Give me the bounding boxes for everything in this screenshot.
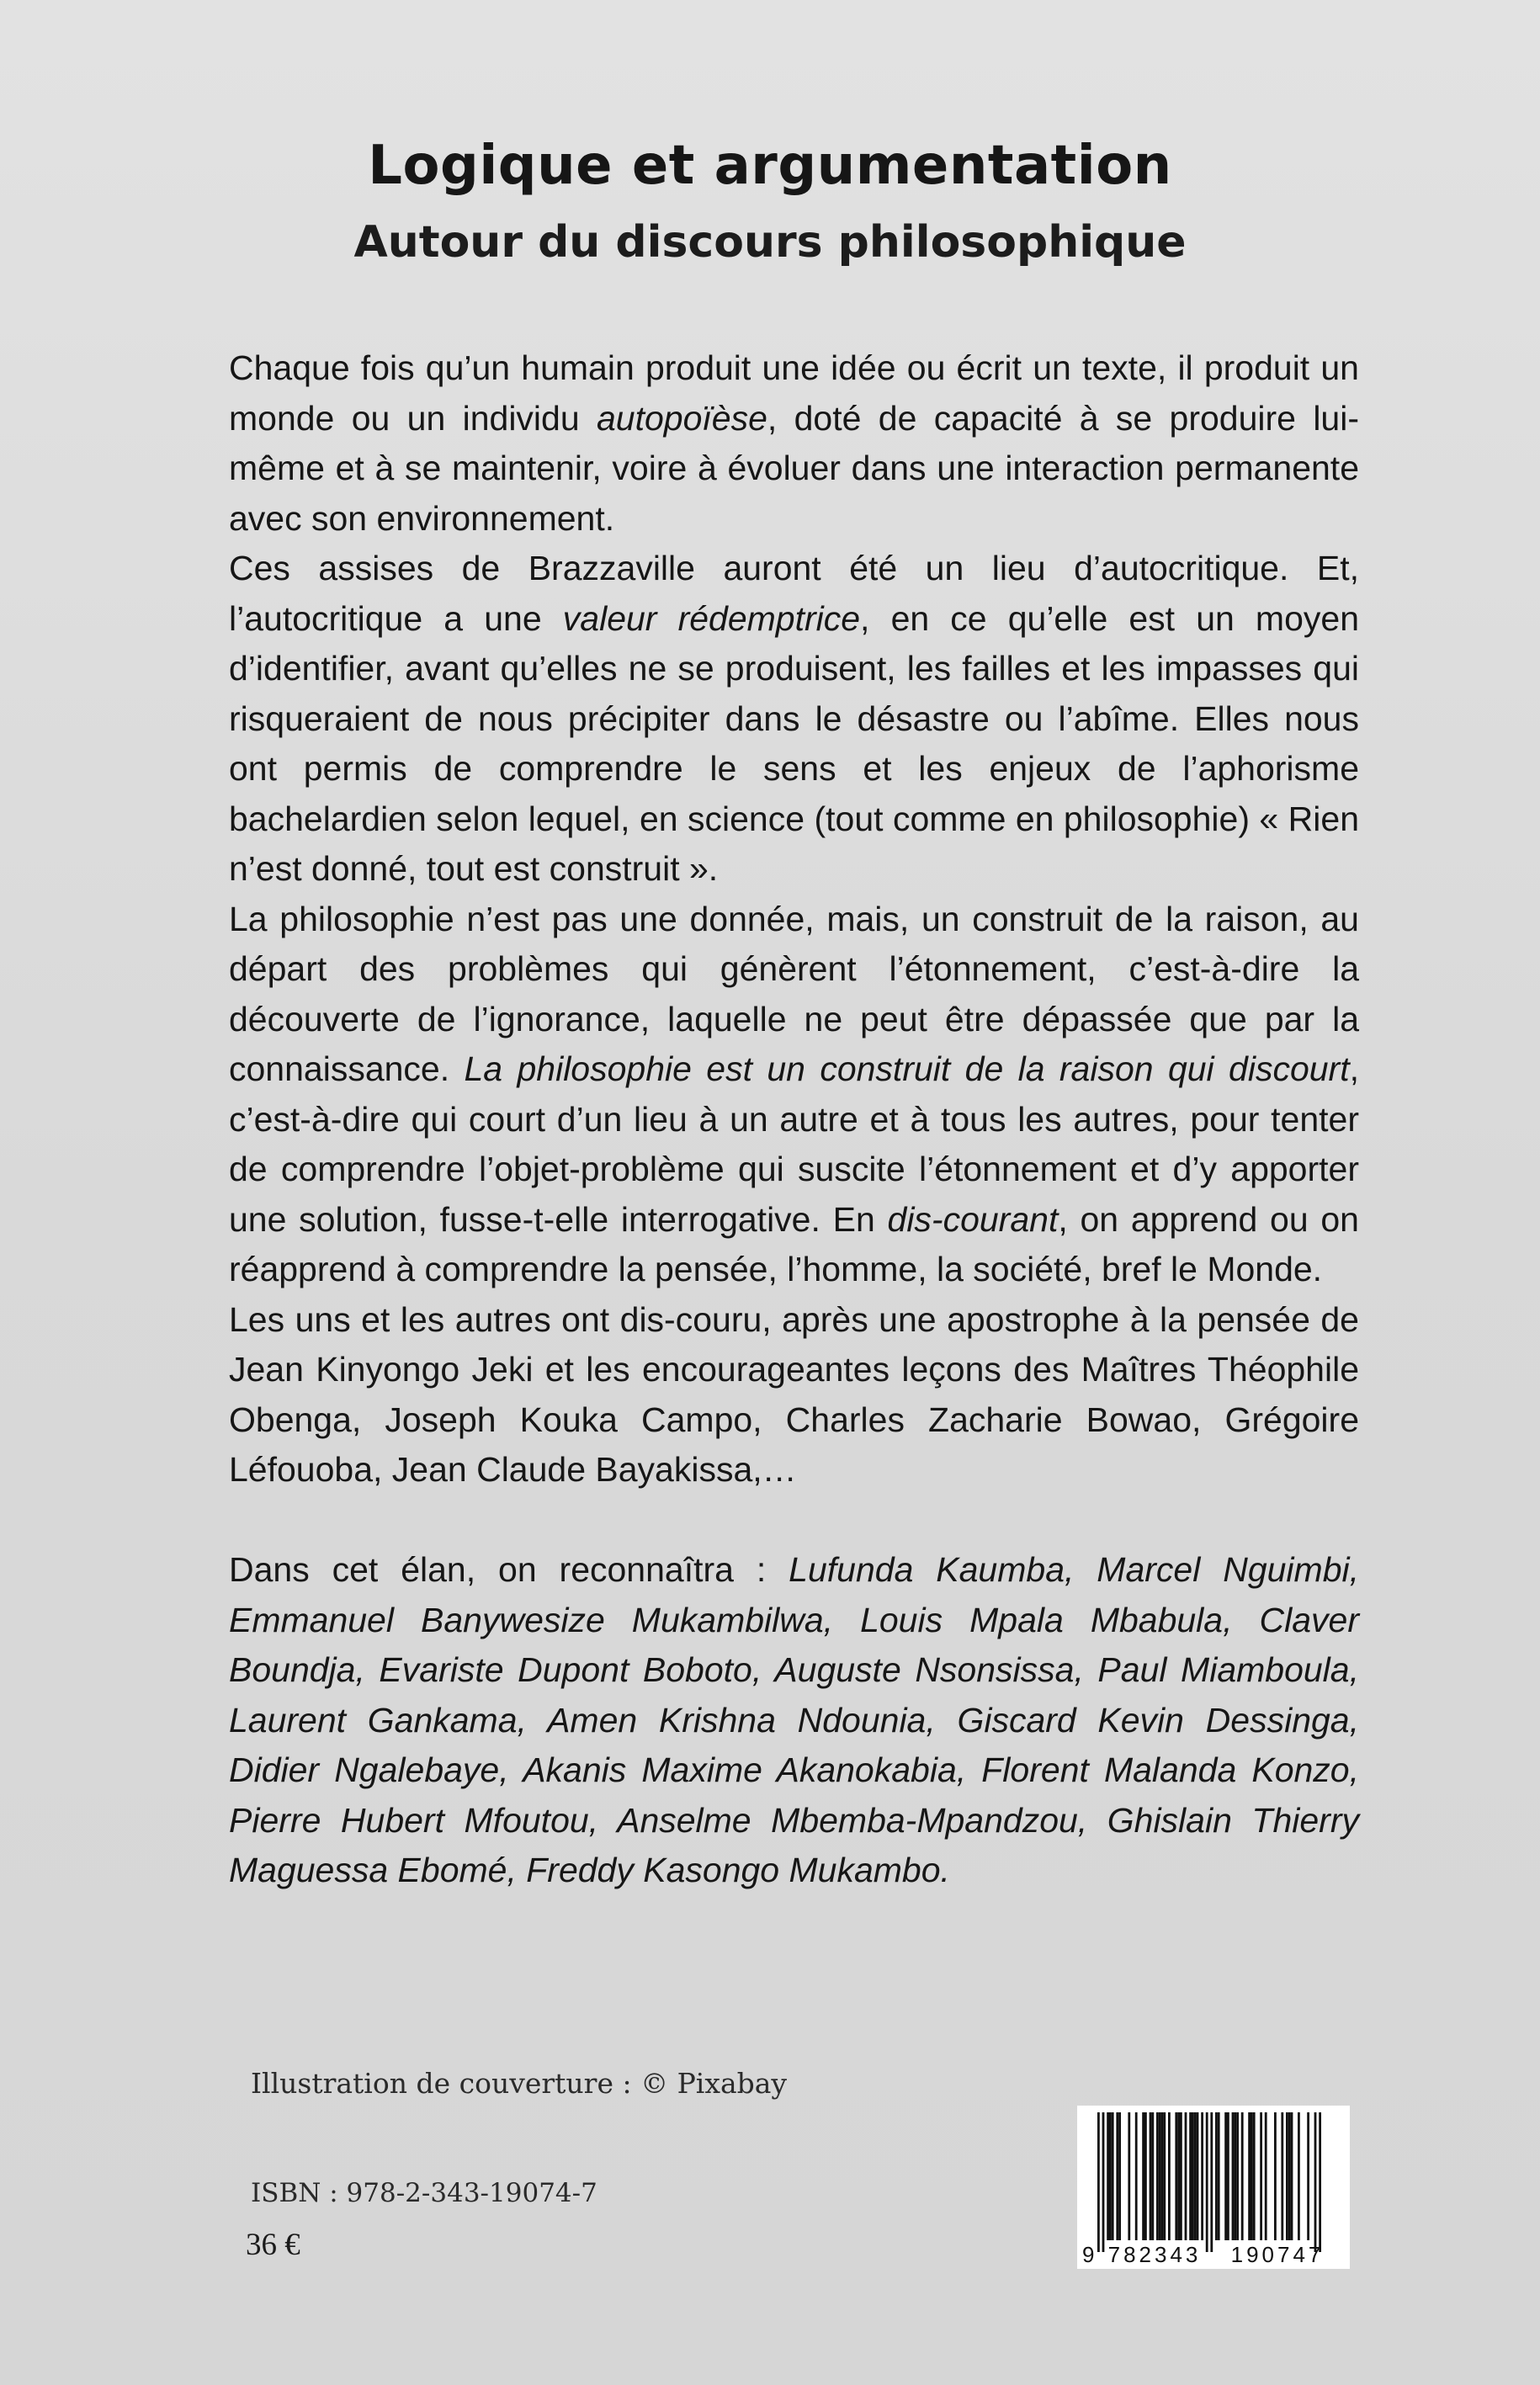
- barcode-graphic: [1077, 2106, 1350, 2269]
- barcode-bar: [1265, 2112, 1267, 2240]
- barcode-bars: [1097, 2112, 1321, 2252]
- barcode-bar: [1192, 2112, 1194, 2240]
- barcode-bar: [1112, 2112, 1114, 2240]
- paragraph-text: La philosophie n’est pas une donnée, mais, un construit de la raison, au départ des problèmes qui génèrent l’étonnement, c’est-à-dire la découverte de l’ignorance, laquelle ne peut être dépassée que par la connaissance.: [229, 899, 1359, 1088]
- barcode-bar: [1180, 2112, 1182, 2240]
- paragraph-spacer: [229, 1495, 1359, 1546]
- paragraph-text: , doté de capacité à se produire lui-même et à se maintenir, voire à évoluer dans une interaction permanente avec son environnement.: [229, 398, 1359, 538]
- barcode-left-digits: 782343: [1107, 2242, 1202, 2267]
- barcode-bar: [1118, 2112, 1121, 2240]
- barcode-right-digits: 190747: [1230, 2242, 1325, 2267]
- barcode-bar: [1274, 2112, 1277, 2240]
- barcode-bar: [1116, 2112, 1118, 2240]
- barcode-bar: [1281, 2112, 1283, 2240]
- paragraph-text: Les uns et les autres ont dis-couru, après une apostrophe à la pensée de Jean Kinyongo Jeki et les encourageantes leçons des Maîtres Théophile Obenga, Joseph Kouka Campo, Charles Zacharie Bowao, Grégoire Léfouoba, Jean Claude Bayakissa,…: [229, 1299, 1359, 1489]
- emphasized-text: valeur rédemptrice: [562, 598, 861, 638]
- barcode-bar: [1236, 2112, 1239, 2240]
- barcode-bar: [1156, 2112, 1159, 2240]
- barcode-bar: [1163, 2112, 1166, 2240]
- barcode-bar: [1197, 2112, 1199, 2240]
- blurb-paragraph: [229, 895, 1359, 1295]
- barcode-guard-bar: [1210, 2112, 1213, 2252]
- price: 36 €: [246, 2228, 300, 2262]
- book-subtitle: Autour du discours philosophique: [353, 217, 1187, 268]
- barcode-guard-bar: [1206, 2112, 1208, 2252]
- barcode-bar: [1168, 2112, 1171, 2240]
- barcode-bar: [1135, 2112, 1138, 2240]
- barcode: [1077, 2106, 1350, 2269]
- barcode-bar: [1218, 2112, 1220, 2240]
- barcode-bar: [1248, 2112, 1251, 2240]
- barcode-bar: [1189, 2112, 1192, 2240]
- emphasized-text: dis-courant: [887, 1199, 1059, 1239]
- barcode-bar: [1177, 2112, 1180, 2240]
- paragraph-text: , en ce qu’elle est un moyen d’identifier, avant qu’elles ne se produisent, les failles et les impasses qui risqueraient de nous précipiter dans le désastre ou l’abîme. Elles nous ont permis de comprendre le sens et les enjeux de l’aphorisme bachelardien selon lequel, en science (tout comme en philosophie) « Rien n’est donné, tout est construit ».: [229, 598, 1359, 888]
- blurb-paragraphs: [229, 343, 1359, 1495]
- illustration-credit: Illustration de couverture : © Pixabay: [251, 2067, 788, 2100]
- barcode-first-digit: 9: [1082, 2242, 1095, 2267]
- barcode-bar: [1241, 2112, 1244, 2240]
- barcode-bar: [1107, 2112, 1109, 2240]
- barcode-guard-bar: [1319, 2112, 1321, 2252]
- barcode-bar: [1159, 2112, 1161, 2240]
- paragraph-text: , c’est-à-dire qui court d’un lieu à un autre et à tous les autres, pour tenter de comprendre l’objet-problème qui suscite l’étonnement et d’y apporter une solution, fusse-t-elle interrogative. En: [229, 1049, 1359, 1239]
- barcode-bar: [1201, 2112, 1203, 2240]
- book-title: Logique et argumentation: [368, 135, 1172, 197]
- barcode-bar: [1286, 2112, 1288, 2240]
- barcode-bar: [1232, 2112, 1235, 2240]
- barcode-bar: [1144, 2112, 1147, 2240]
- contributors-list: Lufunda Kaumba, Marcel Nguimbi, Emmanuel Banywesize Mukambilwa, Louis Mpala Mbabula, Claver Boundja, Evariste Dupont Boboto, Auguste Nsonsissa, Paul Miamboula, Laurent Gankama, Amen Krishna Ndounia, Giscard Kevin Dessinga, Didier Ngalebaye, Akanis Maxime Akanokabia, Florent Malanda Konzo, Pierre Hubert Mfoutou, Anselme Mbemba-Mpandzou, Ghislain Thierry Maguessa Ebomé, Freddy Kasongo Mukambo.: [229, 1550, 1359, 1889]
- blurb-paragraph: [229, 343, 1359, 544]
- paragraph-text: Chaque fois qu’un humain produit une idée ou écrit un texte, il produit un monde ou un individu: [229, 348, 1359, 438]
- barcode-bar: [1260, 2112, 1262, 2240]
- paragraph-text: , on apprend ou on réapprend à comprendre la pensée, l’homme, la société, bref le Monde.: [229, 1199, 1359, 1288]
- barcode-bar: [1253, 2112, 1256, 2240]
- barcode-bar: [1224, 2112, 1227, 2240]
- contributors-paragraph: [229, 1545, 1359, 1896]
- emphasized-text: La philosophie est un construit de la raison qui discourt: [464, 1049, 1350, 1088]
- barcode-bar: [1227, 2112, 1229, 2240]
- barcode-bar: [1151, 2112, 1154, 2240]
- blurb: [229, 343, 1359, 1896]
- barcode-bar: [1161, 2112, 1164, 2240]
- barcode-bar: [1288, 2112, 1291, 2240]
- barcode-guard-bar: [1102, 2112, 1105, 2252]
- barcode-bar: [1185, 2112, 1187, 2240]
- contributors-intro: Dans cet élan, on reconnaîtra :: [229, 1550, 789, 1589]
- barcode-bar: [1298, 2112, 1300, 2240]
- barcode-bar: [1291, 2112, 1293, 2240]
- barcode-bar: [1215, 2112, 1218, 2240]
- barcode-bar: [1234, 2112, 1236, 2240]
- barcode-bar: [1109, 2112, 1112, 2240]
- barcode-bar: [1142, 2112, 1144, 2240]
- isbn: ISBN : 978-2-343-19074-7: [251, 2178, 597, 2208]
- barcode-bar: [1128, 2112, 1130, 2240]
- emphasized-text: autopoïèse: [596, 398, 767, 438]
- barcode-bar: [1175, 2112, 1177, 2240]
- blurb-paragraph: [229, 1295, 1359, 1495]
- barcode-guard-bar: [1314, 2112, 1317, 2252]
- barcode-bar: [1194, 2112, 1197, 2240]
- barcode-bar: [1150, 2112, 1152, 2240]
- barcode-bar: [1307, 2112, 1309, 2240]
- paragraph-text: Ces assises de Brazzaville auront été un lieu d’autocritique. Et, l’autocritique a une: [229, 549, 1359, 638]
- barcode-guard-bar: [1097, 2112, 1100, 2252]
- barcode-bar: [1251, 2112, 1253, 2240]
- blurb-paragraph: [229, 544, 1359, 895]
